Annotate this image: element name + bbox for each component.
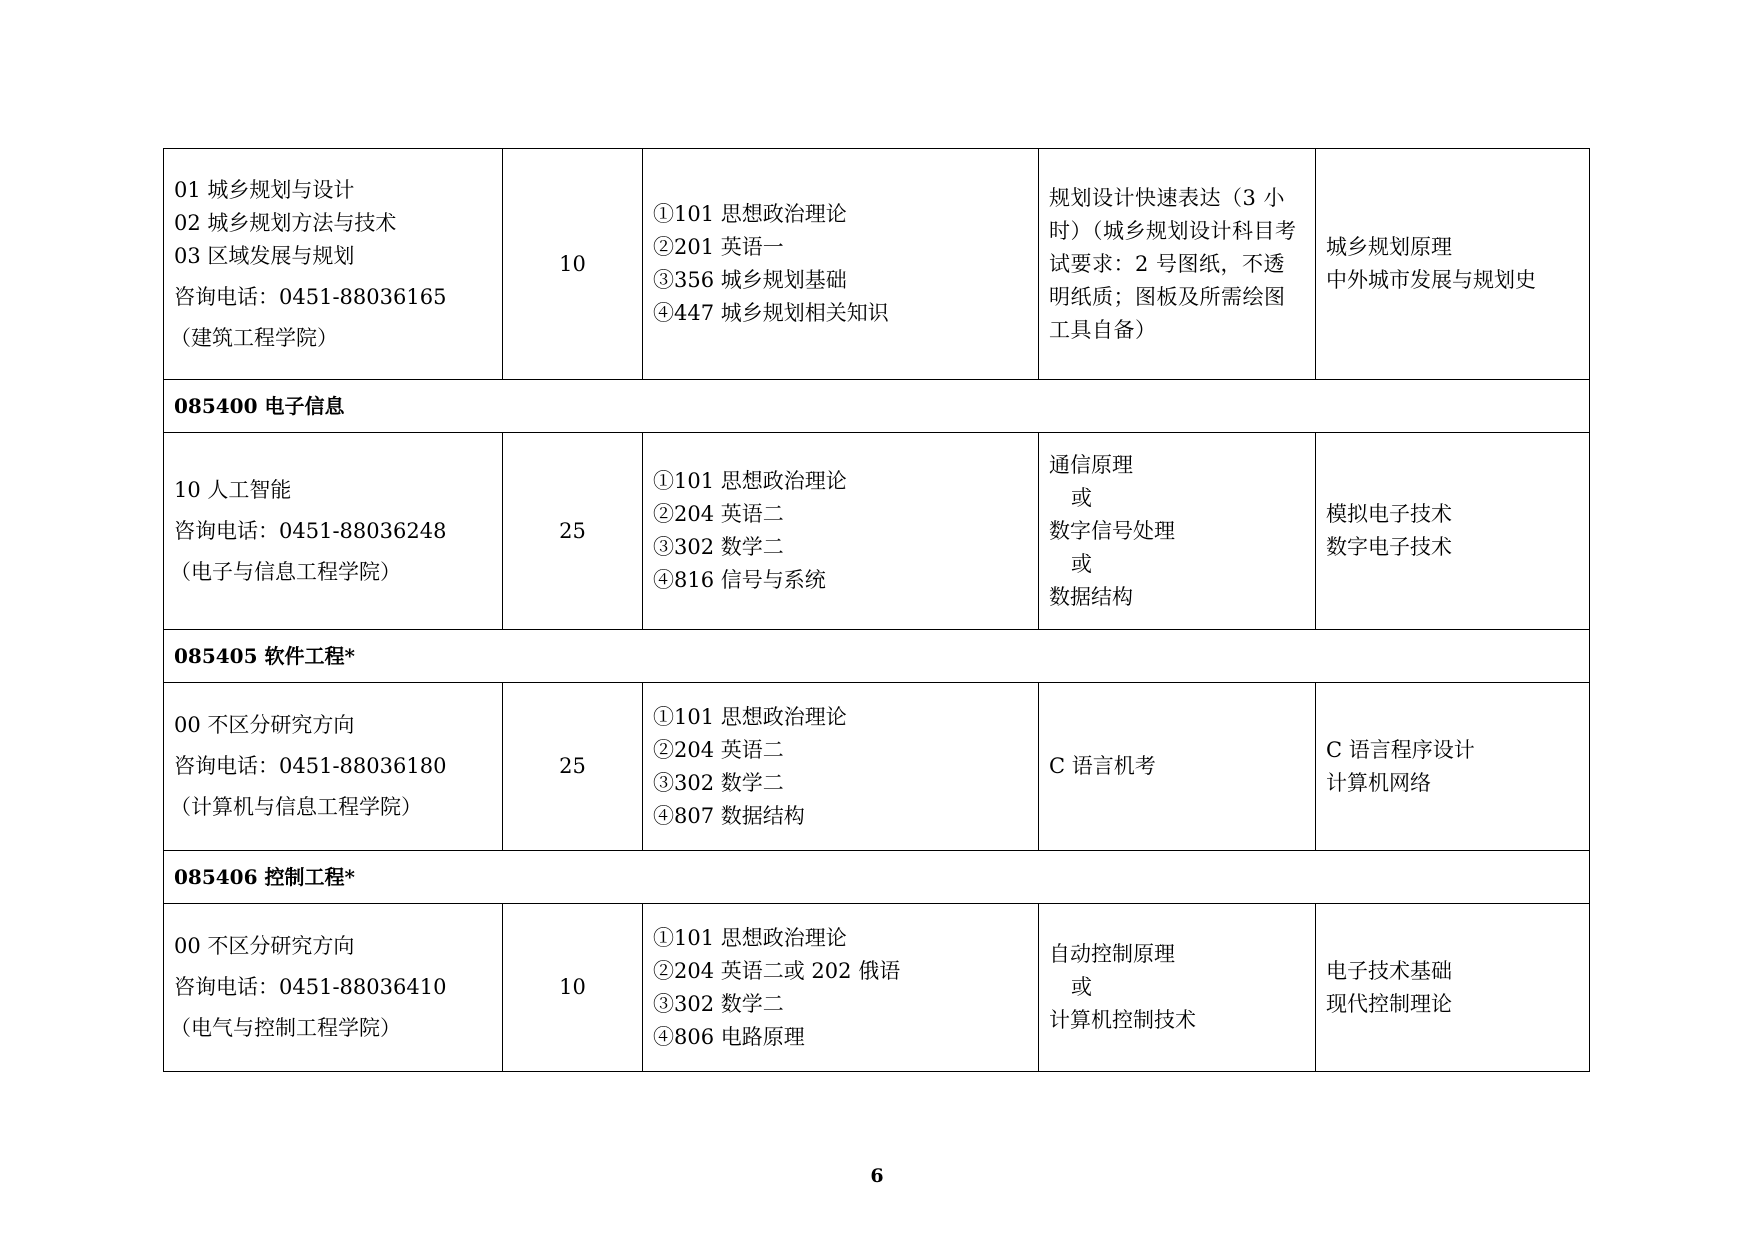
retest-subject-cell: [1039, 433, 1316, 630]
exam-subject: ①101 思想政治理论: [653, 202, 847, 226]
exam-subject: ④447 城乡规划相关知识: [653, 301, 889, 325]
additional-test-cell: [1316, 904, 1590, 1072]
contact-phone: 咨询电话：0451-88036248: [174, 518, 447, 543]
additional-test-cell: [1316, 149, 1590, 380]
research-direction: 00 不区分研究方向: [174, 713, 355, 737]
retest-or: 或: [1071, 975, 1092, 999]
additional-test-subject: 城乡规划原理: [1326, 235, 1452, 259]
exam-subject: ③302 数学二: [653, 991, 784, 1016]
exam-subject: ②204 英语二: [653, 737, 784, 762]
additional-test-subject: 电子技术基础: [1326, 958, 1452, 983]
direction-cell: [164, 433, 503, 630]
section-title: 085405 软件工程*: [164, 630, 1590, 683]
direction-cell: [164, 904, 503, 1072]
exam-subject: ④807 数据结构: [653, 803, 805, 828]
retest-subject-cell: [1039, 904, 1316, 1072]
research-direction: 00 不区分研究方向: [174, 934, 355, 958]
section-title: 085400 电子信息: [164, 380, 1590, 433]
additional-test-subject: C 语言程序设计: [1326, 737, 1475, 762]
exam-subject: ②201 英语一: [653, 235, 784, 259]
retest-subject-cell: [1039, 149, 1316, 380]
exam-subjects-cell: [643, 683, 1039, 851]
retest-subject: C 语言机考: [1049, 754, 1156, 778]
enrollment-count: 25: [503, 683, 643, 851]
table-row: [164, 433, 1590, 630]
additional-test-subject: 中外城市发展与规划史: [1326, 268, 1536, 292]
direction-cell: [164, 683, 503, 851]
exam-subject: ②204 英语二: [653, 502, 784, 526]
page-number: 6: [870, 1165, 884, 1187]
exam-subject: ③302 数学二: [653, 535, 784, 559]
additional-test-subject: 模拟电子技术: [1326, 502, 1452, 526]
additional-test-subject: 现代控制理论: [1326, 991, 1452, 1016]
research-direction: 10 人工智能: [174, 477, 292, 502]
exam-subject: ④816 信号与系统: [653, 568, 826, 592]
exam-subject: ①101 思想政治理论: [653, 925, 847, 950]
exam-subject: ①101 思想政治理论: [653, 704, 847, 729]
additional-test-cell: [1316, 683, 1590, 851]
exam-subject: ③356 城乡规划基础: [653, 268, 847, 292]
additional-test-subject: 计算机网络: [1326, 770, 1431, 795]
retest-subject: 数据结构: [1049, 584, 1133, 609]
exam-subjects-cell: [643, 904, 1039, 1072]
exam-subjects-cell: [643, 149, 1039, 380]
section-header-row: [164, 380, 1590, 433]
table-row: [164, 904, 1590, 1072]
retest-subject: 数字信号处理: [1049, 518, 1175, 543]
retest-or: 或: [1071, 485, 1092, 510]
additional-test-cell: [1316, 433, 1590, 630]
department-name: （建筑工程学院）: [170, 325, 338, 350]
direction-cell: [164, 149, 503, 380]
table-row: [164, 683, 1590, 851]
table-row: [164, 149, 1590, 380]
exam-subjects-cell: [643, 433, 1039, 630]
enrollment-count: 10: [503, 149, 643, 380]
retest-subject: 计算机控制技术: [1049, 1008, 1196, 1032]
exam-subject: ②204 英语二或 202 俄语: [653, 958, 901, 983]
department-name: （电子与信息工程学院）: [170, 559, 401, 584]
additional-test-subject: 数字电子技术: [1326, 535, 1452, 559]
retest-subject: 自动控制原理: [1049, 942, 1175, 966]
exam-subject: ③302 数学二: [653, 770, 784, 795]
department-name: （电气与控制工程学院）: [170, 1016, 401, 1040]
enrollment-table: [163, 148, 1590, 1072]
contact-phone: 咨询电话：0451-88036180: [174, 754, 447, 778]
exam-subject: ④806 电路原理: [653, 1024, 805, 1049]
research-direction: 03 区域发展与规划: [174, 243, 355, 268]
research-direction: 01 城乡规划与设计: [174, 177, 355, 202]
section-header-row: [164, 851, 1590, 904]
retest-subject-cell: [1039, 683, 1316, 851]
enrollment-count: 25: [503, 433, 643, 630]
retest-subject: 规划设计快速表达（3 小时）（城乡规划设计科目考试要求：2 号图纸，不透明纸质；图板及所需绘图工具自备）: [1049, 185, 1297, 342]
section-title: 085406 控制工程*: [164, 851, 1590, 904]
enrollment-count: 10: [503, 904, 643, 1072]
exam-subject: ①101 思想政治理论: [653, 469, 847, 493]
contact-phone: 咨询电话：0451-88036165: [174, 284, 447, 309]
research-direction: 02 城乡规划方法与技术: [174, 210, 397, 235]
contact-phone: 咨询电话：0451-88036410: [174, 975, 447, 999]
retest-or: 或: [1071, 551, 1092, 576]
department-name: （计算机与信息工程学院）: [170, 795, 422, 819]
retest-subject: 通信原理: [1049, 452, 1133, 477]
section-header-row: [164, 630, 1590, 683]
